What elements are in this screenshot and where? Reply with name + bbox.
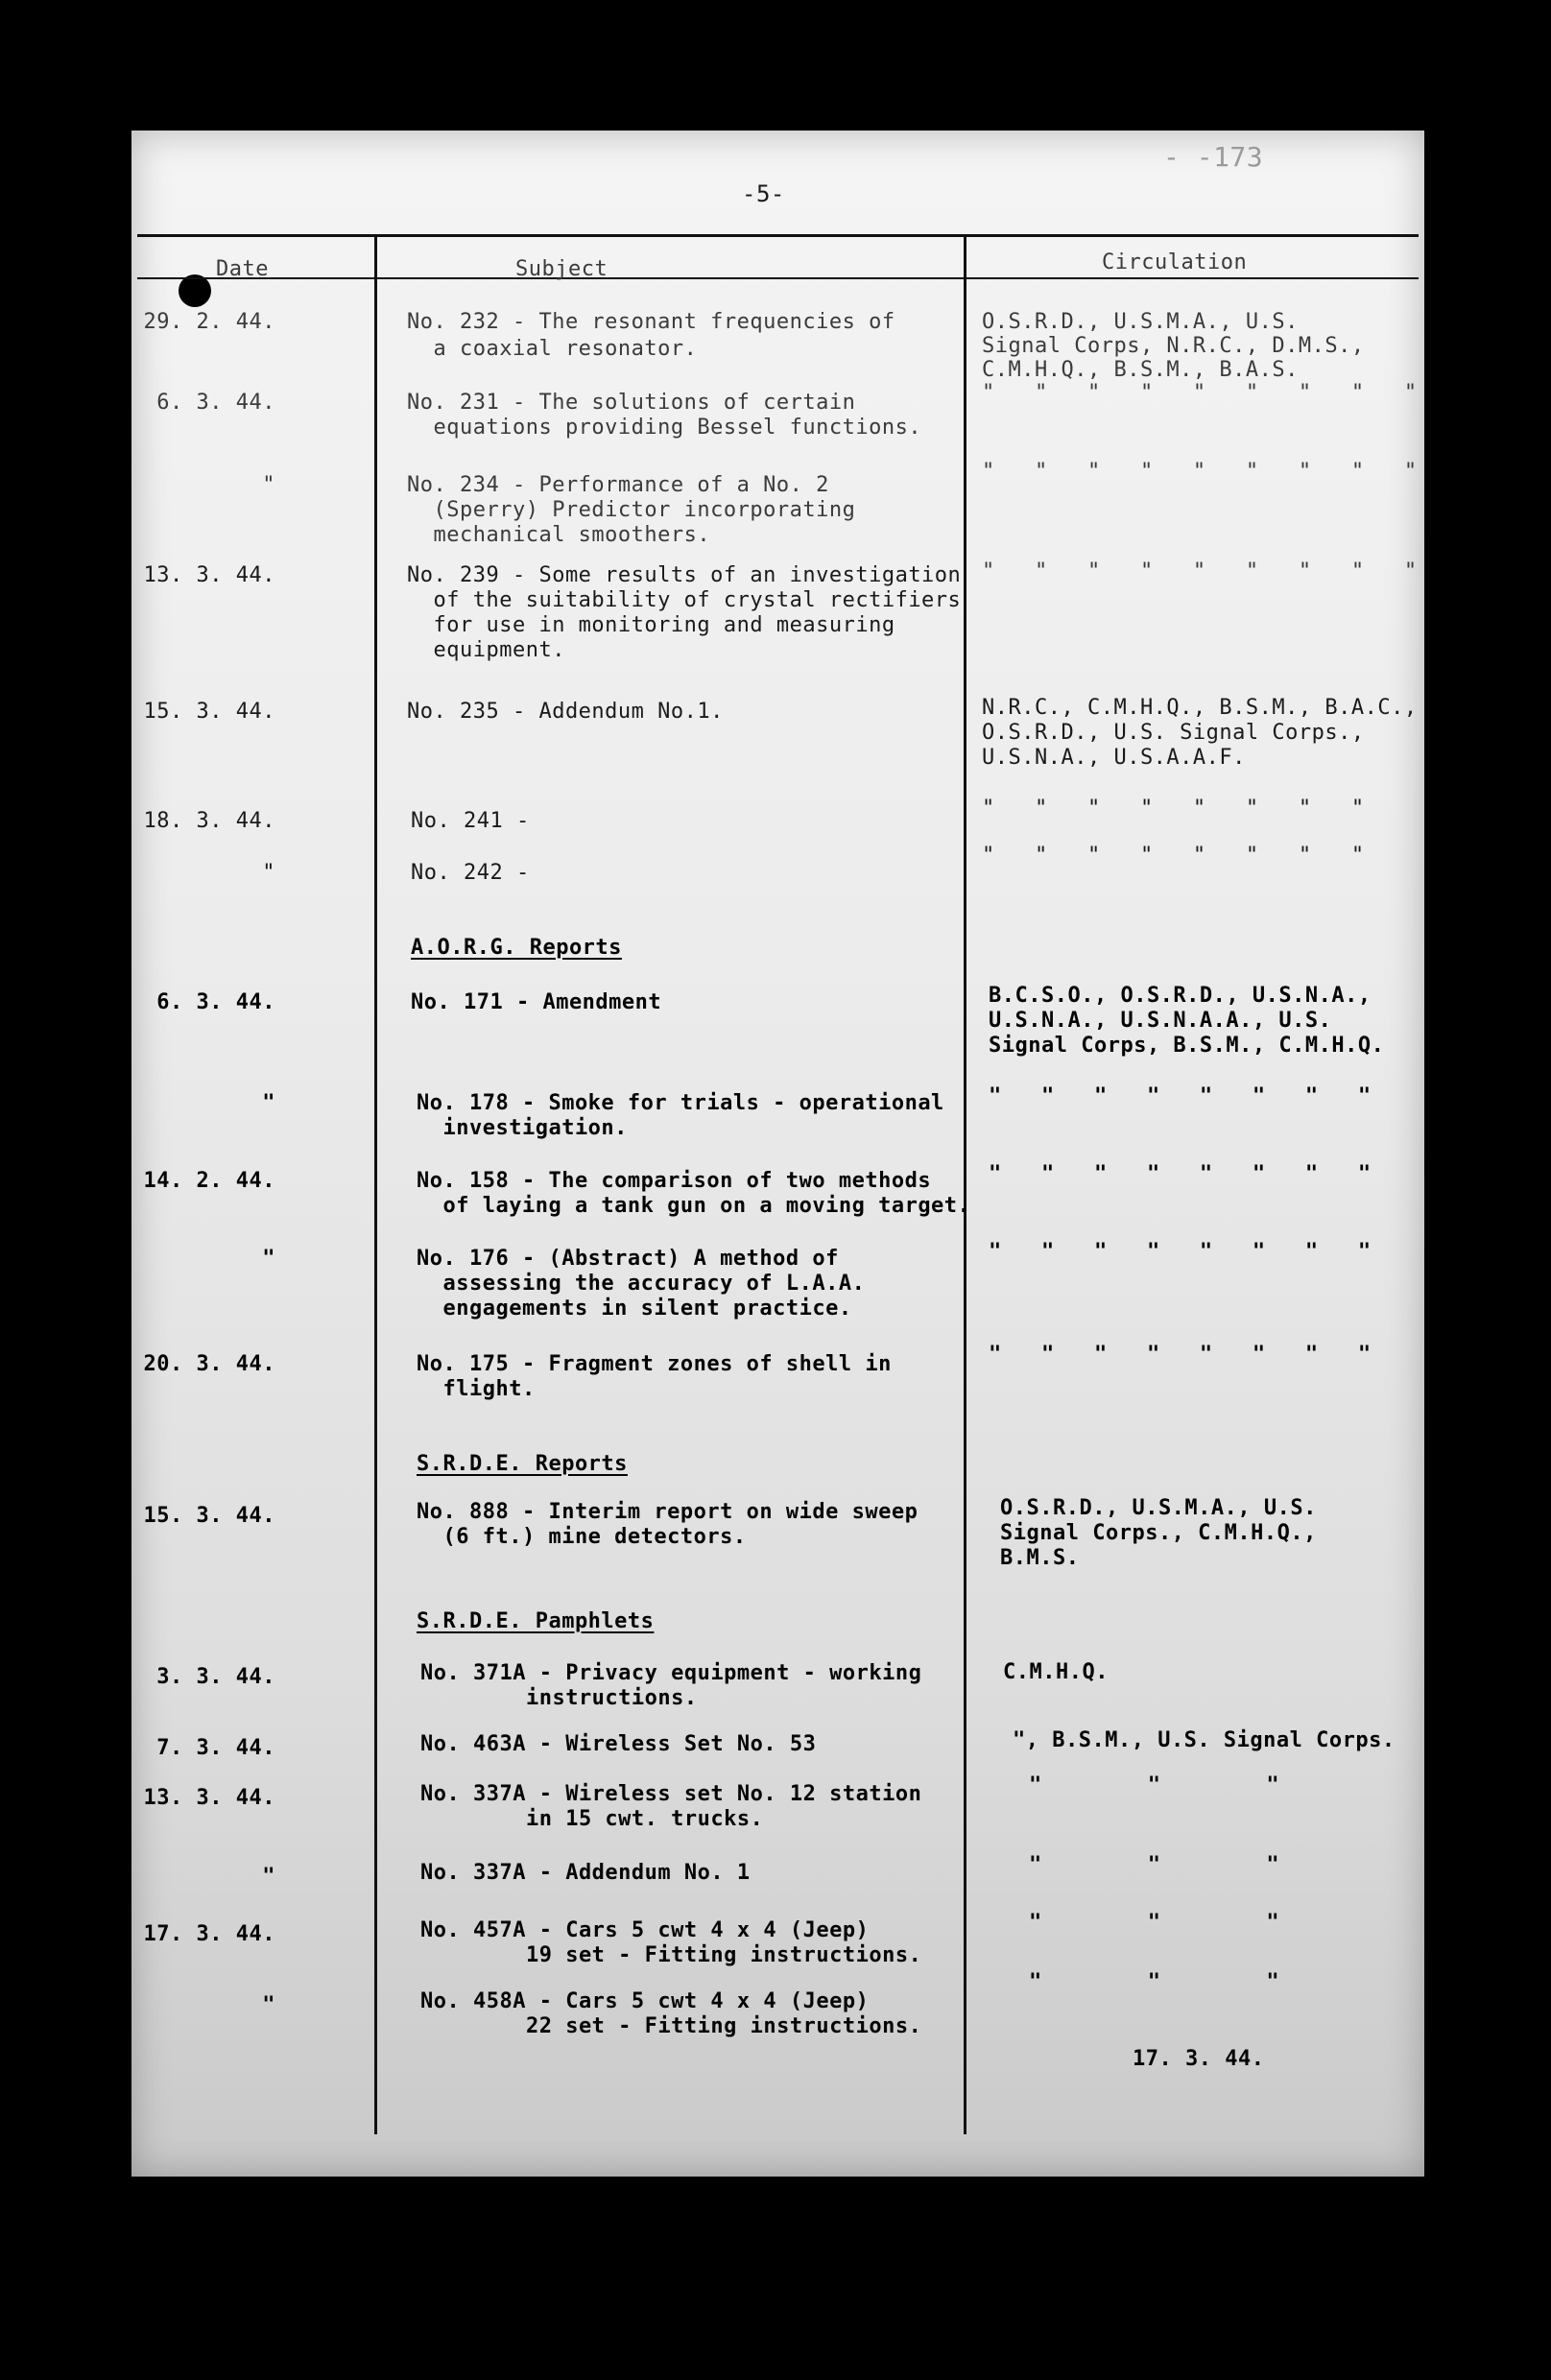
row-subject-line: No. 888 - Interim report on wide sweep (417, 1500, 919, 1524)
row-subject-line: (Sperry) Predictor incorporating (407, 498, 856, 522)
section-heading-aorg: A.O.R.G. Reports (411, 936, 622, 960)
row-circulation-line: " " " (1029, 1853, 1280, 1877)
row-subject-line: for use in monitoring and measuring (407, 613, 895, 637)
row-subject-line: 19 set - Fitting instructions. (420, 1943, 922, 1967)
row-subject-line: flight. (417, 1377, 536, 1401)
row-date: 13. 3. 44. (143, 1786, 275, 1810)
row-circulation-line: " " " " " " " " (982, 797, 1365, 821)
row-subject-line: No. 176 - (Abstract) A method of (417, 1247, 839, 1271)
row-subject-line: No. 337A - Addendum No. 1 (420, 1861, 751, 1885)
column-header-subject: Subject (515, 257, 608, 281)
row-date: 3. 3. 44. (156, 1665, 275, 1689)
row-subject-line: No. 234 - Performance of a No. 2 (407, 473, 829, 497)
row-circulation-line: " " " (1029, 1970, 1280, 1994)
page-number: -5- (742, 180, 785, 207)
row-circulation-line: U.S.N.A., U.S.A.A.F. (982, 746, 1246, 770)
row-subject-line: investigation. (417, 1116, 628, 1140)
row-subject-line: of laying a tank gun on a moving target. (417, 1194, 971, 1218)
row-subject-line: No. 231 - The solutions of certain (407, 391, 856, 415)
row-subject-line: equipment. (407, 638, 565, 662)
header-top-rule (137, 234, 1419, 237)
row-subject-line: No. 178 - Smoke for trials - operational (417, 1091, 944, 1115)
document-page (131, 131, 1424, 2177)
row-circulation-line: Signal Corps, B.S.M., C.M.H.Q. (989, 1034, 1385, 1058)
row-circulation-line: N.R.C., C.M.H.Q., B.S.M., B.A.C., (982, 696, 1418, 720)
row-subject-line: No. 232 - The resonant frequencies of (407, 310, 895, 334)
row-subject-line: No. 463A - Wireless Set No. 53 (420, 1732, 817, 1756)
column-divider-left (374, 234, 377, 2134)
row-date: 15. 3. 44. (143, 1504, 275, 1528)
punch-hole (179, 274, 211, 307)
section-heading-srde-reports: S.R.D.E. Reports (417, 1452, 628, 1476)
row-subject-line: No. 239 - Some results of an investigation (407, 563, 962, 587)
row-circulation-line: B.C.S.O., O.S.R.D., U.S.N.A., (989, 984, 1372, 1008)
row-subject-line: No. 457A - Cars 5 cwt 4 x 4 (Jeep) (420, 1918, 870, 1942)
corner-annotation: - -173 (1163, 141, 1264, 173)
row-subject-line: engagements in silent practice. (417, 1297, 852, 1321)
row-subject-line: (6 ft.) mine detectors. (417, 1525, 747, 1549)
header-bottom-rule (137, 277, 1419, 279)
row-date: 15. 3. 44. (143, 700, 275, 724)
row-circulation-line: " " " " " " " " (989, 1162, 1372, 1186)
column-divider-right (964, 234, 966, 2134)
row-subject-line: No. 158 - The comparison of two methods (417, 1169, 932, 1193)
row-date: 7. 3. 44. (156, 1736, 275, 1760)
row-date: " (262, 1993, 275, 2017)
row-circulation-line: ", B.S.M., U.S. Signal Corps. (1013, 1728, 1396, 1752)
row-subject-line: No. 175 - Fragment zones of shell in (417, 1352, 892, 1376)
row-circulation-line: " " " " " " " " " (982, 381, 1418, 405)
row-subject-line: mechanical smoothers. (407, 523, 711, 547)
row-date: 29. 2. 44. (143, 310, 275, 334)
row-date: 18. 3. 44. (143, 809, 275, 833)
row-subject-line: a coaxial resonator. (407, 337, 698, 361)
row-circulation-line: O.S.R.D., U.S. Signal Corps., (982, 721, 1365, 745)
row-date: " (262, 1091, 275, 1115)
column-header-date: Date (216, 257, 269, 281)
row-subject-line: No. 371A - Privacy equipment - working (420, 1661, 922, 1685)
column-header-circulation: Circulation (1102, 250, 1248, 274)
row-subject-line: No. 337A - Wireless set No. 12 station (420, 1782, 922, 1806)
row-circulation-line: U.S.N.A., U.S.N.A.A., U.S. (989, 1009, 1332, 1033)
row-subject-line: No. 235 - Addendum No.1. (407, 700, 724, 724)
row-circulation-line: " " " " " " " " (982, 844, 1365, 868)
row-subject-line: 22 set - Fitting instructions. (420, 2014, 922, 2038)
row-date: " (262, 473, 275, 497)
row-subject-line: instructions. (420, 1686, 698, 1710)
row-date: 14. 2. 44. (143, 1169, 275, 1193)
row-circulation-line: C.M.H.Q., B.S.M., B.A.S. (982, 358, 1299, 382)
row-subject-line: in 15 cwt. trucks. (420, 1807, 764, 1831)
row-circulation-line: " " " " " " " " (989, 1084, 1372, 1108)
section-heading-srde-pamphlets: S.R.D.E. Pamphlets (417, 1609, 655, 1633)
row-circulation-line: " " " " " " " " " (982, 460, 1418, 484)
row-circulation-line: " " " " " " " " (989, 1343, 1372, 1367)
row-circulation-line: " " " " " " " " " (982, 559, 1418, 583)
row-date: " (262, 1247, 275, 1271)
row-circulation-line: Signal Corps, N.R.C., D.M.S., (982, 334, 1365, 358)
row-date: 6. 3. 44. (156, 990, 275, 1014)
row-subject-line: equations providing Bessel functions. (407, 416, 922, 440)
signoff-date: 17. 3. 44. (1133, 2047, 1265, 2071)
row-circulation-line: O.S.R.D., U.S.M.A., U.S. (1000, 1496, 1317, 1520)
row-date: 20. 3. 44. (143, 1352, 275, 1376)
row-subject-line: No. 171 - Amendment (411, 990, 662, 1014)
row-subject-line: assessing the accuracy of L.A.A. (417, 1272, 866, 1296)
row-subject-line: No. 458A - Cars 5 cwt 4 x 4 (Jeep) (420, 1989, 870, 2013)
row-date: 6. 3. 44. (156, 391, 275, 415)
row-date: " (262, 861, 275, 885)
row-circulation-line: Signal Corps., C.M.H.Q., (1000, 1521, 1317, 1545)
row-subject-line: of the suitability of crystal rectifiers (407, 588, 962, 612)
row-circulation-line: B.M.S. (1000, 1546, 1080, 1570)
row-subject-line: No. 241 - (411, 809, 530, 833)
row-circulation-line: O.S.R.D., U.S.M.A., U.S. (982, 310, 1299, 334)
row-date: " (262, 1865, 275, 1889)
row-date: 13. 3. 44. (143, 563, 275, 587)
row-date: 17. 3. 44. (143, 1922, 275, 1946)
row-subject-line: No. 242 - (411, 861, 530, 885)
row-circulation-line: " " " " " " " " (989, 1240, 1372, 1264)
row-circulation-line: " " " (1029, 1773, 1280, 1797)
row-circulation-line: " " " (1029, 1911, 1280, 1935)
row-circulation-line: C.M.H.Q. (1003, 1660, 1109, 1684)
